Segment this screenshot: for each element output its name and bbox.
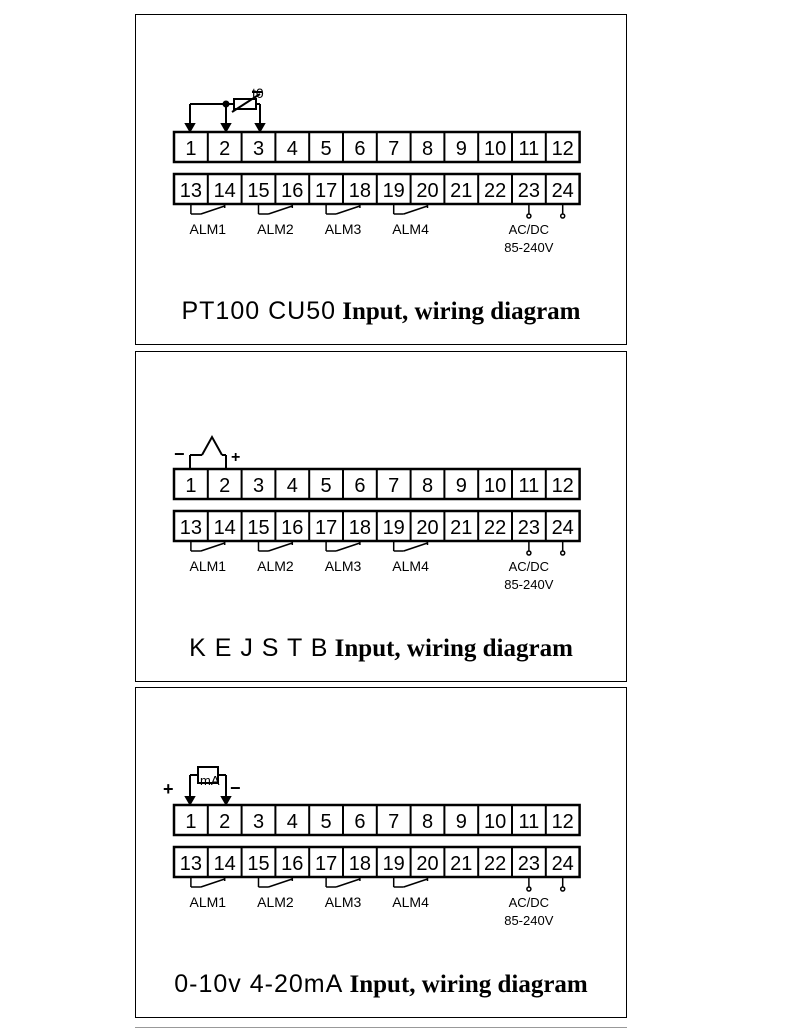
terminal-4: 4 bbox=[286, 475, 298, 497]
alarm-label-2: ALM2 bbox=[257, 558, 294, 574]
terminal-8: 8 bbox=[421, 475, 434, 497]
terminal-10: 10 bbox=[483, 475, 507, 497]
terminal-5: 5 bbox=[320, 138, 332, 160]
terminal-13: 13 bbox=[179, 180, 203, 202]
terminal-1: 1 bbox=[185, 138, 197, 160]
alarm-relay-4 bbox=[394, 877, 428, 887]
terminal-10: 10 bbox=[483, 811, 507, 833]
terminal-6: 6 bbox=[354, 138, 366, 160]
terminal-24: 24 bbox=[551, 517, 574, 539]
terminal-15: 15 bbox=[247, 180, 270, 202]
terminal-18: 18 bbox=[348, 853, 372, 875]
power-range: 85-240V bbox=[504, 577, 554, 592]
terminal-3: 3 bbox=[252, 475, 265, 497]
terminal-1: 1 bbox=[185, 811, 197, 833]
terminal-17: 17 bbox=[314, 180, 338, 202]
terminal-17: 17 bbox=[314, 517, 338, 539]
terminal-15: 15 bbox=[247, 517, 270, 539]
alarm-relay-3 bbox=[326, 541, 360, 551]
alarm-label-1: ALM1 bbox=[189, 221, 227, 237]
minus-sign: − bbox=[230, 778, 241, 798]
alarm-label-2: ALM2 bbox=[257, 894, 294, 910]
terminal-2: 2 bbox=[219, 475, 231, 497]
alarm-label-1: ALM1 bbox=[189, 894, 227, 910]
plus-sign: + bbox=[231, 449, 241, 466]
caption-model: PT100 CU50 bbox=[181, 297, 337, 325]
caption-model: K E J S T B bbox=[189, 634, 329, 662]
power-terminals bbox=[527, 204, 565, 218]
terminal-10: 10 bbox=[483, 138, 507, 160]
alarm-relay-1 bbox=[191, 541, 225, 551]
plus-sign: + bbox=[163, 779, 174, 799]
alarm-label-3: ALM3 bbox=[324, 221, 362, 237]
terminal-block bbox=[174, 805, 580, 928]
caption-text: Input, wiring diagram bbox=[343, 971, 588, 998]
caption-text: Input, wiring diagram bbox=[328, 635, 573, 662]
terminal-1: 1 bbox=[185, 475, 197, 497]
alarm-relay-1 bbox=[191, 877, 225, 887]
terminal-16: 16 bbox=[281, 180, 304, 202]
terminal-9: 9 bbox=[455, 138, 467, 160]
terminal-14: 14 bbox=[213, 853, 236, 875]
terminal-12: 12 bbox=[551, 138, 574, 160]
thermocouple-sensor bbox=[190, 437, 226, 469]
alarm-label-1: ALM1 bbox=[189, 558, 227, 574]
terminal-18: 18 bbox=[348, 180, 372, 202]
terminal-7: 7 bbox=[388, 811, 400, 833]
panel-thermocouple bbox=[135, 351, 627, 682]
minus-sign: − bbox=[174, 444, 185, 464]
alarm-relay-3 bbox=[326, 877, 360, 887]
bottom-rule bbox=[135, 1027, 627, 1028]
power-type: AC/DC bbox=[508, 895, 550, 910]
terminal-8: 8 bbox=[421, 811, 434, 833]
terminal-11: 11 bbox=[518, 138, 540, 160]
terminal-8: 8 bbox=[421, 138, 434, 160]
alarm-label-4: ALM4 bbox=[392, 558, 429, 574]
terminal-23: 23 bbox=[517, 517, 541, 539]
terminal-12: 12 bbox=[551, 475, 574, 497]
power-type: AC/DC bbox=[508, 559, 550, 574]
terminal-11: 11 bbox=[518, 475, 540, 497]
terminal-9: 9 bbox=[455, 811, 467, 833]
alarm-relay-1 bbox=[191, 204, 225, 214]
terminal-21: 21 bbox=[450, 517, 473, 539]
terminal-24: 24 bbox=[551, 853, 574, 875]
terminal-5: 5 bbox=[320, 811, 332, 833]
terminal-12: 12 bbox=[551, 811, 574, 833]
terminal-14: 14 bbox=[213, 180, 236, 202]
terminal-2: 2 bbox=[219, 138, 231, 160]
power-terminals bbox=[527, 541, 565, 555]
terminal-6: 6 bbox=[354, 475, 366, 497]
terminal-block bbox=[174, 469, 580, 592]
meter-label: mA bbox=[200, 773, 220, 788]
terminal-block bbox=[174, 132, 580, 255]
terminal-18: 18 bbox=[348, 517, 372, 539]
terminal-24: 24 bbox=[551, 180, 574, 202]
alarm-relay-2 bbox=[259, 541, 293, 551]
terminal-23: 23 bbox=[517, 853, 541, 875]
terminal-13: 13 bbox=[179, 853, 203, 875]
terminal-17: 17 bbox=[314, 853, 338, 875]
terminal-7: 7 bbox=[388, 475, 400, 497]
alarm-relay-2 bbox=[259, 877, 293, 887]
terminal-7: 7 bbox=[388, 138, 400, 160]
terminal-9: 9 bbox=[455, 475, 467, 497]
terminal-23: 23 bbox=[517, 180, 541, 202]
alarm-label-4: ALM4 bbox=[392, 894, 429, 910]
terminal-11: 11 bbox=[518, 811, 540, 833]
terminal-16: 16 bbox=[281, 853, 304, 875]
alarm-label-4: ALM4 bbox=[392, 221, 429, 237]
terminal-22: 22 bbox=[483, 517, 507, 539]
terminal-4: 4 bbox=[286, 811, 298, 833]
terminal-19: 19 bbox=[382, 517, 405, 539]
caption-model: 0-10v 4-20mA bbox=[174, 970, 344, 998]
terminal-19: 19 bbox=[382, 180, 405, 202]
terminal-20: 20 bbox=[416, 517, 439, 539]
terminal-21: 21 bbox=[450, 180, 473, 202]
power-type: AC/DC bbox=[508, 222, 550, 237]
caption-text: Input, wiring diagram bbox=[336, 298, 581, 325]
alarm-relay-4 bbox=[394, 204, 428, 214]
terminal-22: 22 bbox=[483, 853, 507, 875]
alarm-label-3: ALM3 bbox=[324, 558, 362, 574]
terminal-5: 5 bbox=[320, 475, 332, 497]
terminal-2: 2 bbox=[219, 811, 231, 833]
rtd-label: t0 bbox=[252, 85, 264, 101]
terminal-13: 13 bbox=[179, 517, 203, 539]
terminal-20: 20 bbox=[416, 180, 439, 202]
terminal-15: 15 bbox=[247, 853, 270, 875]
terminal-21: 21 bbox=[450, 853, 473, 875]
terminal-19: 19 bbox=[382, 853, 405, 875]
terminal-20: 20 bbox=[416, 853, 439, 875]
terminal-3: 3 bbox=[252, 811, 265, 833]
alarm-relay-4 bbox=[394, 541, 428, 551]
terminal-14: 14 bbox=[213, 517, 236, 539]
alarm-label-2: ALM2 bbox=[257, 221, 294, 237]
power-terminals bbox=[527, 877, 565, 891]
alarm-label-3: ALM3 bbox=[324, 894, 362, 910]
terminal-4: 4 bbox=[286, 138, 298, 160]
terminal-16: 16 bbox=[281, 517, 304, 539]
terminal-3: 3 bbox=[252, 138, 265, 160]
terminal-6: 6 bbox=[354, 811, 366, 833]
power-range: 85-240V bbox=[504, 240, 554, 255]
alarm-relay-3 bbox=[326, 204, 360, 214]
terminal-22: 22 bbox=[483, 180, 507, 202]
alarm-relay-2 bbox=[259, 204, 293, 214]
power-range: 85-240V bbox=[504, 913, 554, 928]
panel-current bbox=[135, 687, 627, 1018]
panel-pt100 bbox=[135, 14, 627, 345]
